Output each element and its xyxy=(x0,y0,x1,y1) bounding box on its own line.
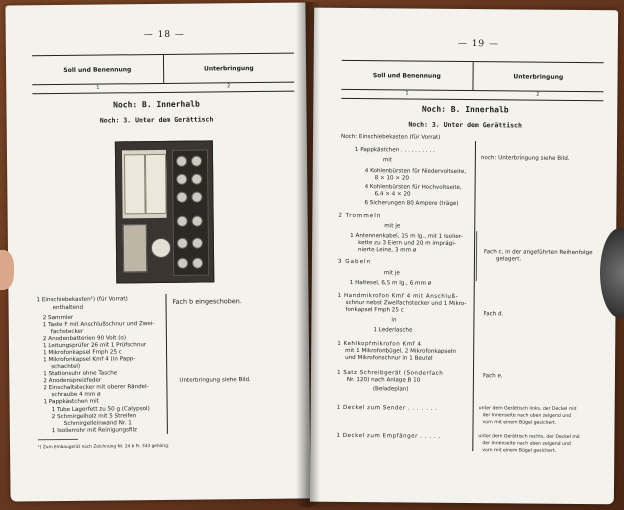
header-rule xyxy=(32,91,294,95)
photo-tube xyxy=(192,238,203,249)
photo-battery xyxy=(123,224,148,272)
col-number-2: 2 xyxy=(536,91,540,98)
item-line: 1 Leitungsprüfer 26 mit 1 Prüfschnur xyxy=(42,342,147,350)
page-number: — 18 — xyxy=(143,29,185,41)
storage-text: Fach d. xyxy=(483,311,504,318)
column-divider xyxy=(165,294,167,434)
header-col-name: Soll und Benennung xyxy=(63,65,132,74)
item-line: 1 Tube Lagerfett zu 50 g (Calypsol) xyxy=(51,406,150,414)
item-line: schachtel) xyxy=(51,363,81,371)
item-line: 1 Haltesel, 6,5 m lg., 6 mm ø xyxy=(349,280,432,287)
equipment-photo xyxy=(115,140,214,283)
item-line: 1 Pappkästchen . . . . . . . . . . xyxy=(354,147,435,154)
item-line: 1 Lederlasche xyxy=(373,327,413,334)
photo-tube-rack xyxy=(172,149,209,275)
photo-tube xyxy=(192,258,203,269)
item-line: mit je xyxy=(383,270,400,277)
column-numbers xyxy=(341,90,603,98)
footnote: ¹) Zum Einbaugerät nach Zeichnung Nr. 24 b Fr. 343 gehörig. xyxy=(38,443,170,451)
item-line: 1 Einschiebekasten¹) (für Vorrat) xyxy=(36,296,128,304)
book-gutter xyxy=(296,2,320,507)
item-line: nierte Leine, 3 mm ø xyxy=(358,247,417,254)
item-line: schnur nebst Zweifachstecker und 1 Mikro- xyxy=(345,299,467,308)
item-line: 6 Sicherungen 80 Ampere (träge) xyxy=(364,200,459,207)
item-line: 4 Kohlenbürsten für Niedervoltseite, xyxy=(364,168,467,176)
right-page xyxy=(310,8,618,505)
col-number-1: 1 xyxy=(96,84,100,91)
photo-tube xyxy=(191,192,202,203)
footnote-rule xyxy=(38,439,78,440)
item-line: 2 Einschaltstecker mit oberer Rändel- xyxy=(43,384,149,392)
storage-text: gelagert. xyxy=(495,256,522,263)
item-line: 1 Deckel zum Sender . . . . . . . xyxy=(336,404,438,412)
item-line: und Mikrofonschnur in 1 Beutel xyxy=(345,354,433,362)
item-line: in xyxy=(391,317,397,324)
item-line: 2 Schmirgelholz mit 5 Streifen xyxy=(51,413,137,421)
photo-tube xyxy=(191,156,202,167)
storage-text: vorn mit einem Bügel gesichert. xyxy=(482,448,557,454)
item-line: 1 Mikrofonkapsel Kmf 4 (in Papp- xyxy=(43,356,136,364)
column-header xyxy=(32,53,294,86)
storage-text: Fach c, in der angeführten Reihenfolge xyxy=(484,249,593,257)
photo-document xyxy=(124,154,146,214)
column-header xyxy=(341,60,603,92)
page-number: — 19 — xyxy=(457,38,500,50)
item-line: schraube 4 mm ø xyxy=(51,391,101,399)
item-line: Noch: Einschiebekasten (für Vorrat) xyxy=(341,133,441,141)
photo-lid xyxy=(122,150,167,218)
item-line: 3 Gabeln xyxy=(337,258,372,266)
item-line: mit xyxy=(382,157,393,164)
item-line: fachstecker xyxy=(50,328,84,336)
column-divider xyxy=(472,141,476,451)
item-line: mit je xyxy=(384,223,401,230)
item-line: 1 Mikrofonkapsel Fmph 25 c xyxy=(43,349,122,357)
photo-tube xyxy=(177,238,188,249)
photo-tube xyxy=(177,216,188,227)
item-line: 1 Satz Schreibgerät (Sonderfach xyxy=(336,369,444,377)
item-line: enthaltend xyxy=(52,304,84,312)
item-line: fonkapsel Fmph 25 c xyxy=(345,306,404,314)
subsection-title: Noch: 3. Unter dem Gerättisch xyxy=(99,115,214,125)
header-col-name: Soll und Benennung xyxy=(372,71,441,80)
photo-tube xyxy=(176,156,187,167)
storage-text: der Innenseite nach oben zeigend und xyxy=(482,413,572,419)
photo-meter xyxy=(151,238,171,258)
photo-tube xyxy=(176,192,187,203)
header-col-storage: Unterbringung xyxy=(472,62,604,91)
item-line: 1 Deckel zum Empfänger . . . . . xyxy=(336,432,441,440)
header-rule xyxy=(341,98,603,101)
photo-tube xyxy=(191,174,202,185)
item-line: (Beladeplan) xyxy=(372,386,409,393)
item-line: 4 Kohlenbürsten für Hochvoltseite, xyxy=(364,184,462,191)
subsection-title: Noch: 3. Unter dem Gerättisch xyxy=(408,120,522,130)
storage-text: der Innenseite nach oben zeigend und xyxy=(482,441,571,447)
col-number-1: 1 xyxy=(405,90,409,97)
left-page xyxy=(5,2,310,501)
item-line: 1 Isolierrohr mit Reinigungsfilz xyxy=(51,427,138,435)
item-line: 1 Taste F mit Anschlußschnur und Zwei- xyxy=(42,321,155,329)
photo-tube xyxy=(192,216,203,227)
item-line: 1 Kehlkopfmikrofon Kmf 4 xyxy=(337,340,422,348)
photo-document xyxy=(145,154,167,214)
item-line: Schmirgelleinwand Nr. 1 xyxy=(63,420,132,427)
section-title: Noch: B. Innerhalb xyxy=(113,99,200,110)
item-line: 2 Anodenbatterien 90 Volt (o) xyxy=(42,335,127,343)
col-number-2: 2 xyxy=(227,83,231,90)
bracket xyxy=(476,231,477,281)
item-line: 1 Handmikrofon Kmf 4 mit Anschluß- xyxy=(337,292,459,300)
item-line: 2 Trommeln xyxy=(338,212,382,220)
photo-tube xyxy=(177,258,188,269)
item-line: 1 Stationsuhr ohne Tasche xyxy=(43,370,118,378)
section-title: Noch: B. Innerhalb xyxy=(421,104,509,115)
photo-tube xyxy=(176,174,187,185)
item-line: kette zu 3 Eiern und 20 m imprägi- xyxy=(358,240,456,247)
storage-text: unter dem Gerättisch links, der Deckel mit xyxy=(478,406,577,412)
item-line: 8 × 10 × 20 xyxy=(374,175,409,182)
storage-text: noch: Unterbringung siehe Bild. xyxy=(480,155,570,162)
storage-text: Unterbringung siehe Bild. xyxy=(179,377,251,384)
item-line: Nr. 120) nach Anlage B 10 xyxy=(346,376,421,384)
header-col-storage: Unterbringung xyxy=(162,54,294,83)
item-line: 2 Anodenspreizfeder xyxy=(43,377,102,385)
item-line: mit 1 Mikrofonbügel, 2 Mikrofonkapseln xyxy=(345,347,456,355)
item-line: 6,4 × 4 × 20 xyxy=(374,191,411,198)
storage-text: vorn mit einem Bügel gesichert. xyxy=(482,420,557,426)
storage-text: Fach b eingeschoben. xyxy=(172,297,242,306)
storage-text: unter dem Gerättisch rechts, der Deckel mit xyxy=(478,434,580,441)
item-line: 1 Antennenkabel, 15 m lg., mit 1 Isolier- xyxy=(350,233,463,240)
item-line: 2 Sammler xyxy=(42,314,74,322)
storage-text: Fach e. xyxy=(482,373,503,380)
item-line: 1 Pappkästchen mit xyxy=(43,398,99,406)
